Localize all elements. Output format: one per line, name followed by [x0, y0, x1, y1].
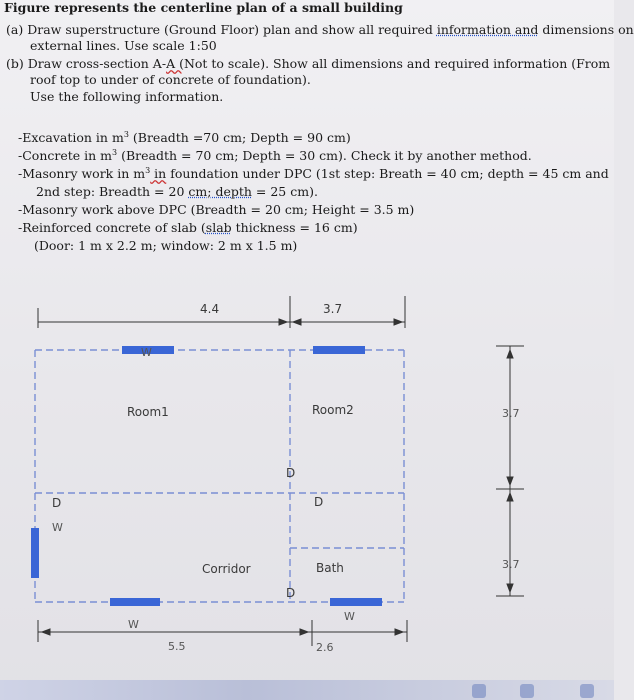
part-b-line3: Use the following information.: [30, 89, 224, 104]
dim-right-bottom: 3.7: [502, 558, 520, 571]
part-b-text-end: Not to scale). Show all dimensions and required information (From: [183, 56, 611, 71]
info-masonry-line2: [36, 184, 318, 199]
part-b-label: (b): [6, 56, 24, 71]
part-a-text: Draw superstructure (Ground Floor) plan and show all required: [27, 22, 433, 37]
part-b-underlined: A (: [166, 56, 184, 71]
top-dim-arrow: [394, 319, 402, 325]
right-dim-arrow: [507, 493, 513, 501]
info-concrete-sup: 3: [112, 147, 118, 157]
window-tag-left: W: [52, 521, 63, 534]
part-b-text: Draw cross-section A-: [27, 56, 167, 71]
room1-label: Room1: [127, 405, 169, 419]
door-tag-room2: D: [314, 495, 324, 509]
door-tag-middle-lower: D: [286, 586, 296, 600]
part-a-underlined: information and: [436, 22, 539, 37]
toolbar-button[interactable]: [520, 684, 534, 698]
window-top-right: [313, 346, 365, 354]
window-bottom-right: [330, 598, 382, 606]
info-masonry-sup: 3: [145, 165, 151, 175]
info-excavation-sup: 3: [123, 129, 129, 139]
top-dim-arrow: [279, 319, 287, 325]
window-bottom-left: [110, 598, 160, 606]
corridor-label: Corridor: [202, 562, 251, 576]
toolbar-button[interactable]: [472, 684, 486, 698]
window-tag-bottom-left: W: [128, 618, 139, 631]
info-concrete: [18, 148, 532, 163]
bottom-dim-arrow: [300, 629, 308, 635]
info-masonry-text: -Masonry work in m: [18, 166, 146, 181]
bottom-dim-arrow: [42, 629, 50, 635]
window-tag-bottom-right: W: [344, 610, 355, 623]
dim-bottom-right: 2.6: [316, 641, 334, 654]
part-a-text-end: dimensions on: [542, 22, 634, 37]
info-above-dpc: -Masonry work above DPC (Breadth = 20 cm; Height = 3.5 m): [18, 202, 415, 217]
info-excavation-rest: (Breadth =70 cm; Depth = 90 cm): [128, 130, 351, 145]
door-tag-left: D: [52, 496, 62, 510]
bottom-dim-arrow: [395, 629, 403, 635]
dim-top-right: 3.7: [323, 302, 343, 316]
part-b-line1: [6, 56, 610, 71]
info-concrete-rest: (Breadth = 70 cm; Depth = 30 cm). Check it by another method.: [117, 148, 532, 163]
info-masonry2-underlined: cm; depth: [188, 184, 252, 199]
right-dim-arrow: [507, 584, 513, 592]
info-slab: [18, 220, 358, 235]
info-masonry2-rest: = 25 cm).: [251, 184, 318, 199]
bath-label: Bath: [316, 561, 344, 575]
figure-heading: Figure represents the centerline plan of a small building: [4, 0, 403, 15]
part-a-line1: [6, 22, 634, 37]
toolbar-button[interactable]: [580, 684, 594, 698]
info-masonry2-text: 2nd step: Breadth = 20: [36, 184, 185, 199]
centerline-plan: [0, 280, 614, 700]
info-excavation-text: -Excavation in m: [18, 130, 124, 145]
part-a-label: (a): [6, 22, 24, 37]
top-dimension: [38, 296, 405, 328]
dim-top-left: 4.4: [200, 302, 220, 316]
top-dim-arrow: [293, 319, 301, 325]
info-openings: (Door: 1 m x 2.2 m; window: 2 m x 1.5 m): [34, 238, 298, 253]
info-masonry: [18, 166, 609, 181]
info-concrete-text: -Concrete in m: [18, 148, 113, 163]
plan-svg: [0, 280, 614, 700]
part-b-line2: roof top to under of concrete of foundation).: [30, 72, 311, 87]
info-masonry-rest: foundation under DPC (1st step: Breath = 40 cm; depth = 45 cm and: [166, 166, 609, 181]
dim-right-top: 3.7: [502, 407, 520, 420]
part-a-line2: external lines. Use scale 1:50: [30, 38, 217, 53]
bottom-dimension: [38, 620, 407, 646]
right-dim-arrow: [507, 350, 513, 358]
window-left: [31, 528, 39, 578]
door-tag-middle-upper: D: [286, 466, 296, 480]
info-masonry-in: in: [150, 166, 167, 181]
info-slab-rest: thickness = 16 cm): [231, 220, 358, 235]
window-tag-top: W: [141, 346, 152, 359]
room2-label: Room2: [312, 403, 354, 417]
info-excavation: [18, 130, 351, 145]
dim-bottom-left: 5.5: [168, 640, 186, 653]
right-dim-arrow: [507, 477, 513, 485]
info-slab-underlined: slab: [205, 220, 232, 235]
info-slab-text: -Reinforced concrete of slab (: [18, 220, 206, 235]
